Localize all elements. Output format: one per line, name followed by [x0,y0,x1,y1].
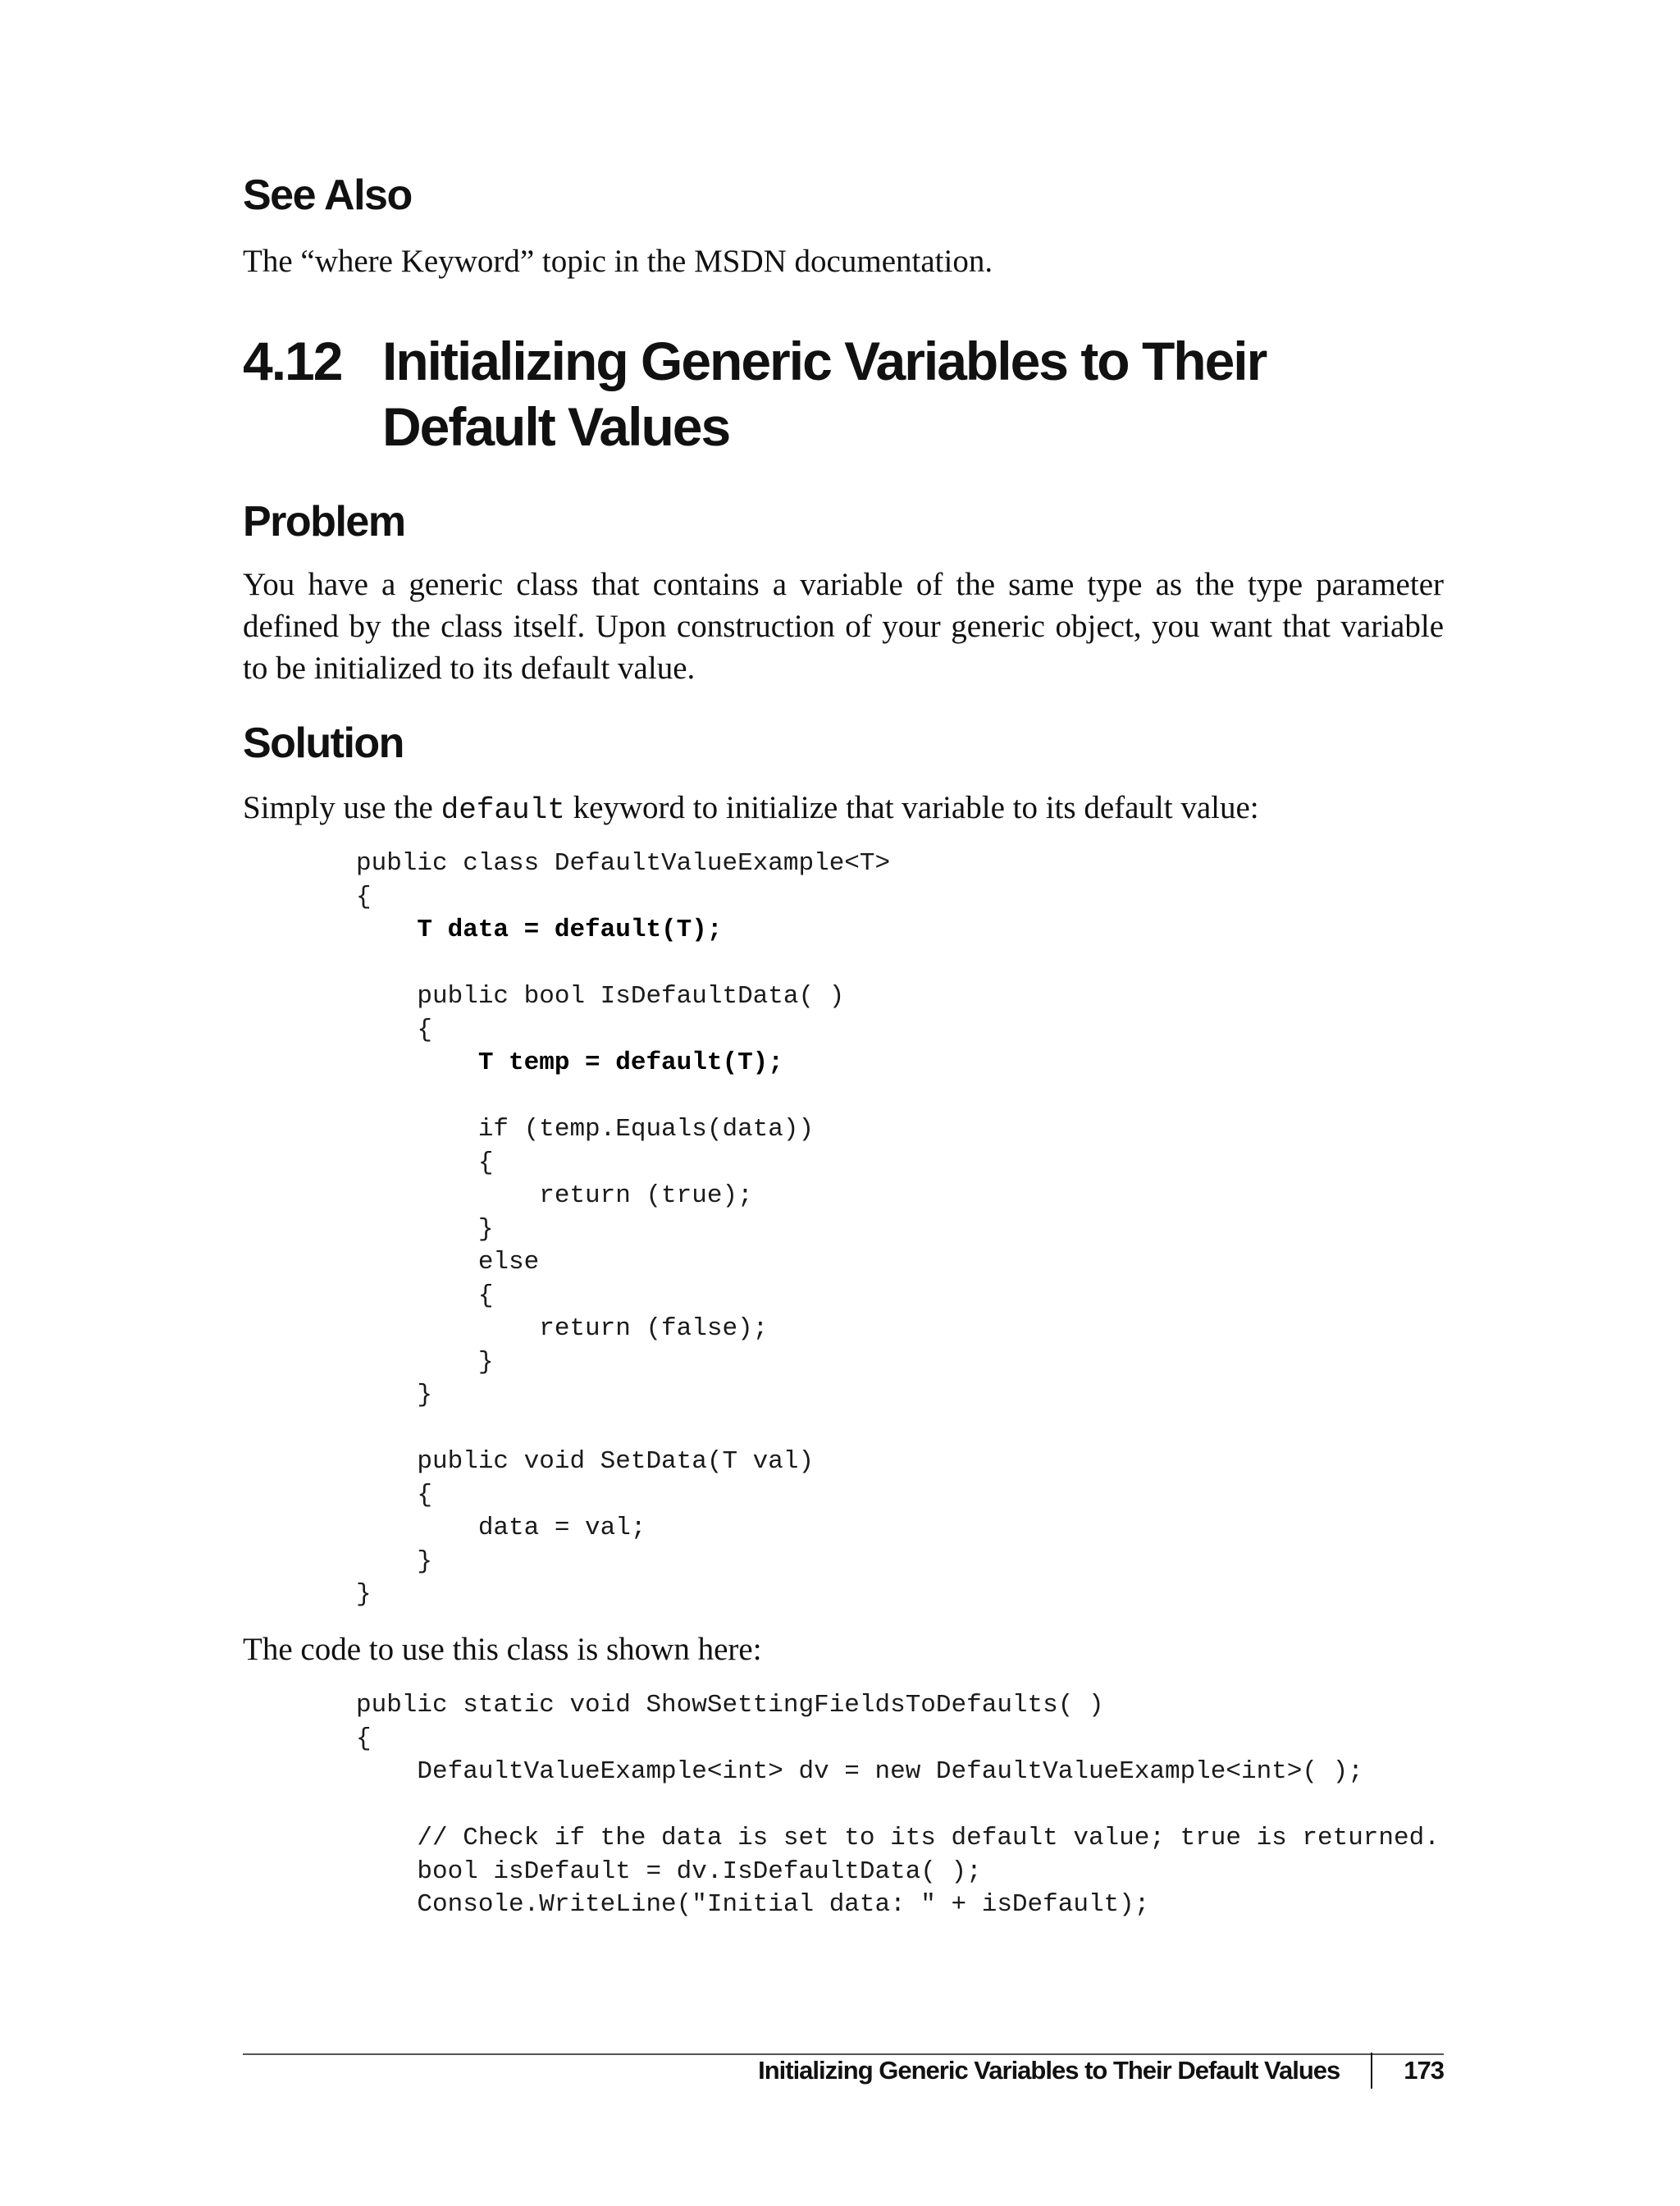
solution-intro [243,787,1444,831]
page-footer [758,2051,1444,2090]
solution-intro-after: keyword to initialize that variable to its default value: [564,790,1259,825]
usage-text: The code to use this class is shown here: [243,1632,762,1667]
code-line: else [356,1248,540,1277]
code-line: { [356,1281,494,1310]
code-line: } [356,1381,433,1409]
page-number: 173 [1404,2056,1444,2085]
code-line: T temp = default(T); [356,1048,783,1077]
code-line: bool isDefault = dv.IsDefaultData( ); [356,1857,982,1886]
code-line: } [356,1214,494,1244]
problem-text: You have a generic class that contains a variable of the same type as the type parameter defined by the class itself. Upon construction of your generic object, you want that variable to be initialized to its default value. [243,567,1444,686]
see-also-text: The “where Keyword” topic in the MSDN documentation. [243,244,993,279]
code-line: { [356,1148,494,1177]
solution-intro-before: Simply use the [243,790,441,825]
code-line: Console.WriteLine("Initial data: " + isDefault); [356,1890,1150,1919]
code-line: } [356,1580,372,1609]
code-line: public bool IsDefaultData( ) [356,982,845,1011]
code-line: // Check if the data is set to its default value; true is returned. [356,1824,1440,1852]
code-line [356,1789,1440,1823]
code-block-class-definition [356,847,890,1612]
code-line: public static void ShowSettingFieldsToDefaults( ) [356,1691,1104,1720]
inline-code-default: default [441,793,565,827]
code-line: T data = default(T); [356,916,723,944]
code-line: } [356,1546,433,1576]
code-line: return (false); [356,1314,769,1343]
see-also-heading: See Also [243,171,412,219]
code-line: { [356,1480,433,1509]
footer-separator [1371,2053,1372,2089]
code-line: { [356,882,372,911]
section-title-text: Initializing Generic Variables to Their Default Values [382,331,1267,457]
running-title: Initializing Generic Variables to Their Default Values [758,2056,1340,2085]
code-line: if (temp.Equals(data)) [356,1115,815,1144]
code-line: data = val; [356,1514,646,1542]
code-line: return (true); [356,1181,753,1210]
code-line: } [356,1347,494,1377]
code-line [356,1080,890,1114]
code-line [356,948,890,981]
code-line: public void SetData(T val) [356,1447,815,1476]
code-block-usage [356,1689,1440,1922]
problem-heading: Problem [243,498,405,546]
solution-heading: Solution [243,719,404,767]
code-line: { [356,1015,433,1044]
code-line: public class DefaultValueExample<T> [356,849,891,878]
code-line: { [356,1724,372,1753]
section-number: 4.12 [243,331,342,391]
code-line [356,1413,890,1446]
code-line: DefaultValueExample<int> dv = new DefaultValueExample<int>( ); [356,1757,1363,1786]
